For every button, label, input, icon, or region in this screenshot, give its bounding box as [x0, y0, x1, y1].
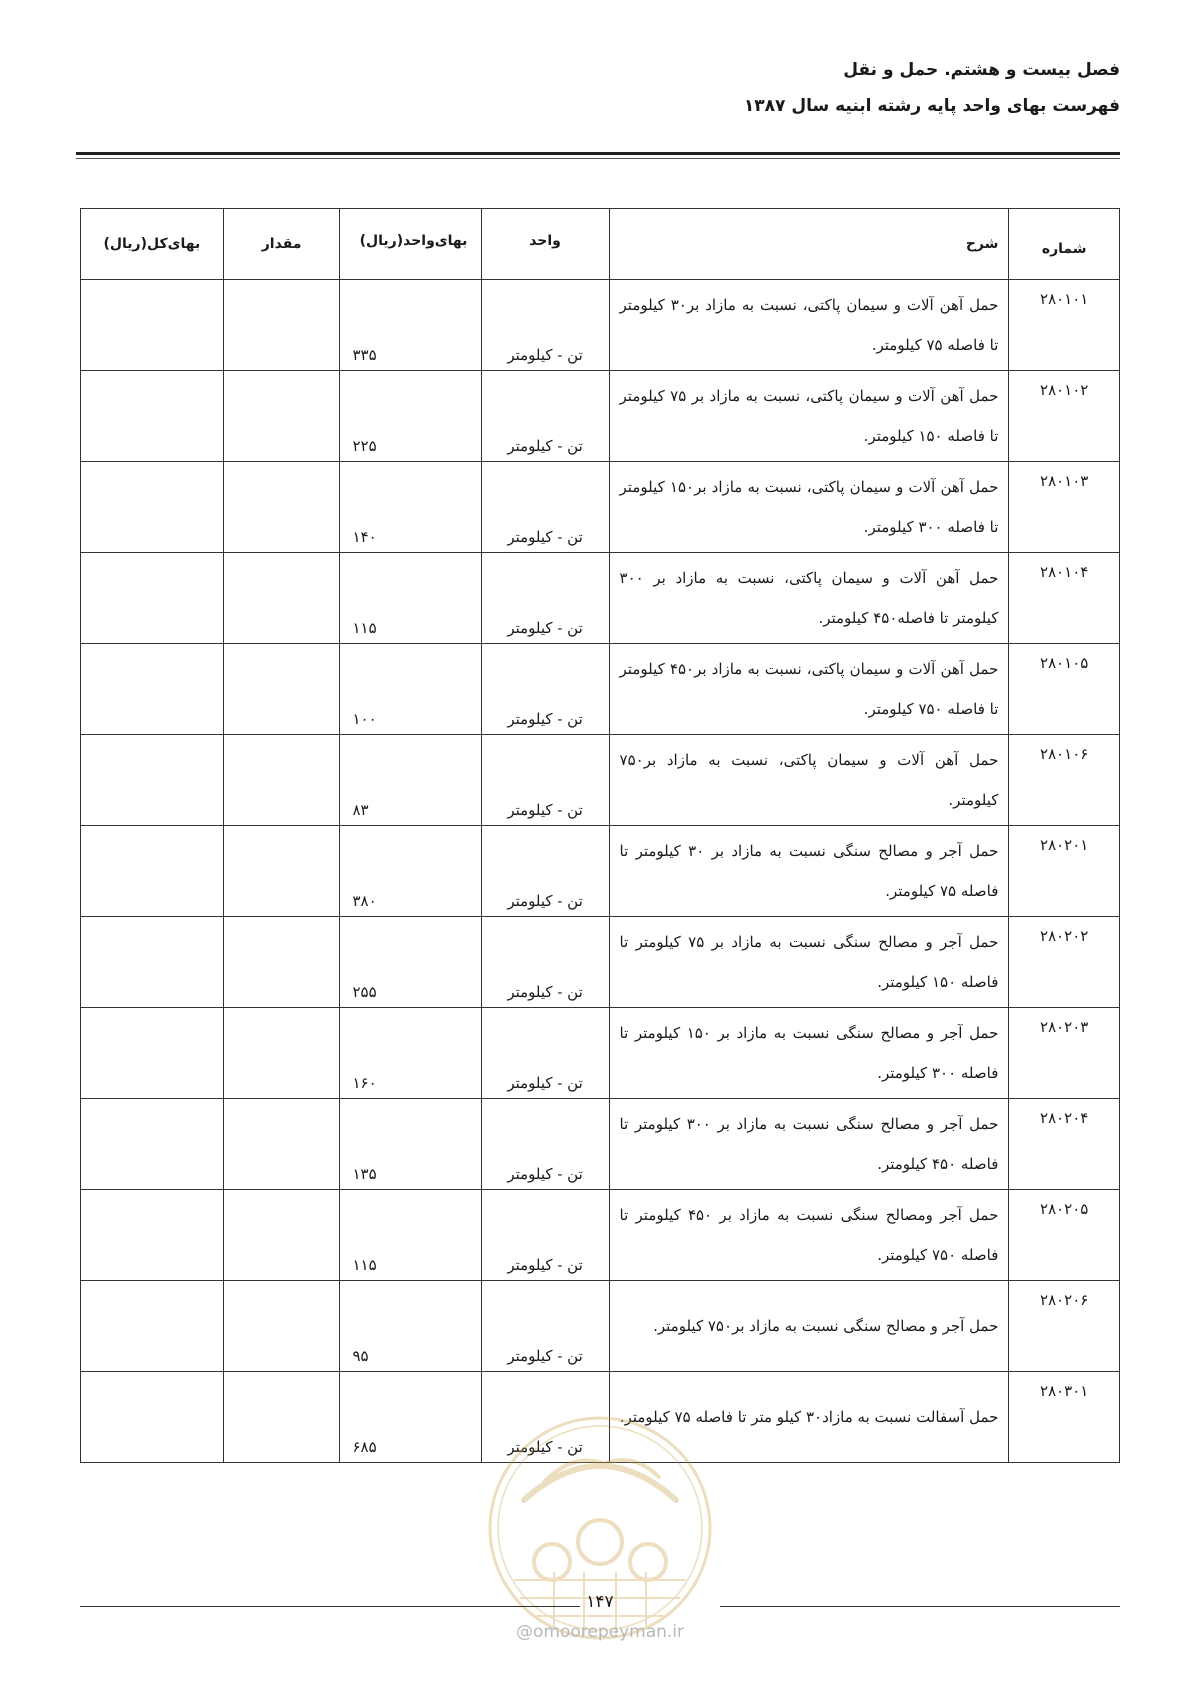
cell-number: ۲۸۰۲۰۱ — [1009, 826, 1120, 917]
cell-description: حمل آهن آلات و سیمان پاکتی، نسبت به مازاد بر۱۵۰ کیلومتر تا فاصله ۳۰۰ کیلومتر. — [609, 462, 1009, 553]
footer-rule-left — [80, 1606, 580, 1607]
cell-unit-price: ۱۶۰ — [340, 1008, 481, 1099]
cell-total-price — [81, 280, 224, 371]
cell-unit: تن - کیلومتر — [481, 644, 609, 735]
cell-number: ۲۸۰۱۰۵ — [1009, 644, 1120, 735]
cell-number: ۲۸۰۱۰۲ — [1009, 371, 1120, 462]
cell-total-price — [81, 553, 224, 644]
cell-unit-price: ۱۱۵ — [340, 553, 481, 644]
table-row — [81, 1099, 1120, 1190]
cell-unit: تن - کیلومتر — [481, 462, 609, 553]
cell-description: حمل آجر و مصالح سنگی نسبت به مازاد بر ۷۵ کیلومتر تا فاصله ۱۵۰ کیلومتر. — [609, 917, 1009, 1008]
page-number: ۱۴۷ — [586, 1592, 614, 1612]
cell-total-price — [81, 826, 224, 917]
table-row — [81, 1281, 1120, 1372]
cell-description: حمل آجر ومصالح سنگی نسبت به مازاد بر ۴۵۰ کیلومتر تا فاصله ۷۵۰ کیلومتر. — [609, 1190, 1009, 1281]
cell-number: ۲۸۰۳۰۱ — [1009, 1372, 1120, 1463]
cell-number: ۲۸۰۱۰۱ — [1009, 280, 1120, 371]
cell-number: ۲۸۰۲۰۶ — [1009, 1281, 1120, 1372]
header-description: شرح — [609, 209, 1009, 280]
document-header — [76, 58, 1120, 118]
table-row — [81, 644, 1120, 735]
cell-total-price — [81, 1008, 224, 1099]
cell-number: ۲۸۰۱۰۴ — [1009, 553, 1120, 644]
header-number: شماره — [1009, 209, 1120, 280]
header-rule-thin — [76, 158, 1120, 159]
cell-unit: تن - کیلومتر — [481, 553, 609, 644]
cell-unit-price: ۱۰۰ — [340, 644, 481, 735]
cell-unit-price: ۱۳۵ — [340, 1099, 481, 1190]
cell-description: حمل آجر و مصالح سنگی نسبت به مازاد بر ۳۰۰ کیلومتر تا فاصله ۴۵۰ کیلومتر. — [609, 1099, 1009, 1190]
cell-quantity — [223, 826, 340, 917]
header-total-price: بهای‌کل(ریال) — [81, 209, 224, 280]
cell-unit-price: ۲۲۵ — [340, 371, 481, 462]
cell-total-price — [81, 371, 224, 462]
table-row — [81, 735, 1120, 826]
cell-quantity — [223, 644, 340, 735]
cell-unit: تن - کیلومتر — [481, 280, 609, 371]
table-header-row — [81, 209, 1120, 280]
header-unit-price: بهای‌واحد(ریال) — [340, 209, 481, 280]
cell-description: حمل آجر و مصالح سنگی نسبت به مازاد بر۷۵۰ کیلومتر. — [609, 1281, 1009, 1372]
cell-quantity — [223, 735, 340, 826]
cell-unit-price: ۸۳ — [340, 735, 481, 826]
table-body — [81, 280, 1120, 1463]
cell-unit: تن - کیلومتر — [481, 826, 609, 917]
table-row — [81, 280, 1120, 371]
chapter-title: فصل بیست و هشتم. حمل و نقل — [843, 60, 1120, 80]
cell-unit-price: ۱۱۵ — [340, 1190, 481, 1281]
cell-unit-price: ۹۵ — [340, 1281, 481, 1372]
cell-total-price — [81, 1281, 224, 1372]
header-unit: واحد — [481, 209, 609, 280]
cell-number: ۲۸۰۱۰۳ — [1009, 462, 1120, 553]
cell-total-price — [81, 644, 224, 735]
cell-unit-price: ۳۸۰ — [340, 826, 481, 917]
table-row — [81, 371, 1120, 462]
cell-description: حمل آهن آلات و سیمان پاکتی، نسبت به مازاد بر ۳۰۰ کیلومتر تا فاصله۴۵۰ کیلومتر. — [609, 553, 1009, 644]
cell-quantity — [223, 917, 340, 1008]
cell-description: حمل آهن آلات و سیمان پاکتی، نسبت به مازاد بر۳۰ کیلومتر تا فاصله ۷۵ کیلومتر. — [609, 280, 1009, 371]
table-row — [81, 1190, 1120, 1281]
price-table — [80, 208, 1120, 1463]
cell-total-price — [81, 1190, 224, 1281]
cell-quantity — [223, 1008, 340, 1099]
cell-unit: تن - کیلومتر — [481, 1281, 609, 1372]
cell-number: ۲۸۰۱۰۶ — [1009, 735, 1120, 826]
cell-unit: تن - کیلومتر — [481, 1190, 609, 1281]
table-row — [81, 917, 1120, 1008]
cell-unit-price: ۱۴۰ — [340, 462, 481, 553]
cell-total-price — [81, 735, 224, 826]
cell-total-price — [81, 462, 224, 553]
cell-quantity — [223, 371, 340, 462]
cell-description: حمل آسفالت نسبت به مازاد۳۰ کیلو متر تا فاصله ۷۵ کیلومتر. — [609, 1372, 1009, 1463]
cell-unit: تن - کیلومتر — [481, 371, 609, 462]
cell-unit: تن - کیلومتر — [481, 735, 609, 826]
header-rule-thick — [76, 152, 1120, 155]
cell-quantity — [223, 1099, 340, 1190]
cell-description: حمل آهن آلات و سیمان پاکتی، نسبت به مازاد بر۷۵۰ کیلومتر. — [609, 735, 1009, 826]
cell-unit: تن - کیلومتر — [481, 1372, 609, 1463]
cell-number: ۲۸۰۲۰۲ — [1009, 917, 1120, 1008]
cell-total-price — [81, 1372, 224, 1463]
cell-unit-price: ۶۸۵ — [340, 1372, 481, 1463]
cell-unit: تن - کیلومتر — [481, 1008, 609, 1099]
cell-quantity — [223, 280, 340, 371]
cell-description: حمل آجر و مصالح سنگی نسبت به مازاد بر ۱۵۰ کیلومتر تا فاصله ۳۰۰ کیلومتر. — [609, 1008, 1009, 1099]
footer-rule-right — [720, 1606, 1120, 1607]
table-row — [81, 1008, 1120, 1099]
watermark-url: @omoorepeyman.ir — [515, 1622, 685, 1642]
cell-quantity — [223, 1281, 340, 1372]
cell-description: حمل آهن آلات و سیمان پاکتی، نسبت به مازاد بر ۷۵ کیلومتر تا فاصله ۱۵۰ کیلومتر. — [609, 371, 1009, 462]
cell-quantity — [223, 1372, 340, 1463]
cell-quantity — [223, 462, 340, 553]
cell-unit: تن - کیلومتر — [481, 1099, 609, 1190]
cell-unit: تن - کیلومتر — [481, 917, 609, 1008]
cell-quantity — [223, 553, 340, 644]
cell-unit-price: ۳۳۵ — [340, 280, 481, 371]
cell-description: حمل آجر و مصالح سنگی نسبت به مازاد بر ۳۰ کیلومتر تا فاصله ۷۵ کیلومتر. — [609, 826, 1009, 917]
cell-total-price — [81, 917, 224, 1008]
cell-number: ۲۸۰۲۰۴ — [1009, 1099, 1120, 1190]
table-row — [81, 826, 1120, 917]
header-quantity: مقدار — [223, 209, 340, 280]
cell-number: ۲۸۰۲۰۳ — [1009, 1008, 1120, 1099]
cell-quantity — [223, 1190, 340, 1281]
table-row — [81, 462, 1120, 553]
cell-number: ۲۸۰۲۰۵ — [1009, 1190, 1120, 1281]
cell-description: حمل آهن آلات و سیمان پاکتی، نسبت به مازاد بر۴۵۰ کیلومتر تا فاصله ۷۵۰ کیلومتر. — [609, 644, 1009, 735]
cell-unit-price: ۲۵۵ — [340, 917, 481, 1008]
price-list-title: فهرست بهای واحد پایه رشته ابنیه سال ۱۳۸۷ — [743, 96, 1120, 116]
cell-total-price — [81, 1099, 224, 1190]
table-row — [81, 553, 1120, 644]
